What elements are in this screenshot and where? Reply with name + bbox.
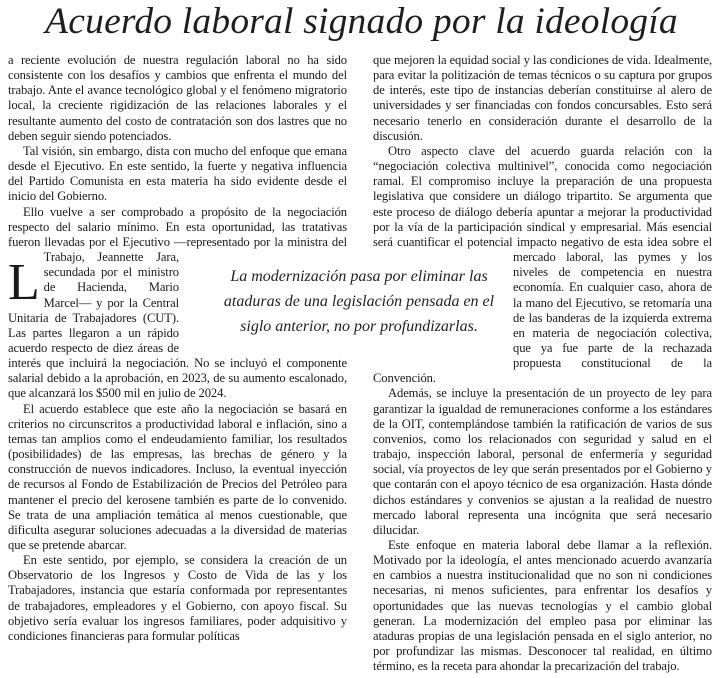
article-paragraph: Tal visión, sin embargo, dista con mucho del enfoque que emana desde el Ejecutivo. En este sentido, la fuerte y negativa influencia del Partido Comunista en esta materia ha sido evidente desde el inicio del Gobierno.	[8, 143, 347, 204]
article-paragraph: que mejoren la equidad social y las condiciones de vida. Idealmente, para evitar la politización de temas técnicos o su captura por grupos de interés, este tipo de instancias deberían constituirse al alero de universidades y ser financiadas con fondos concursables. Esto será necesario tenerlo en consideración durante el desarrollo de la discusión.	[373, 53, 712, 143]
pull-quote: La modernización pasa por eliminar las ataduras de una legislación pensada en el siglo anterior, no por profundizarlas.	[208, 262, 510, 341]
article-column-left	[8, 53, 347, 644]
article-paragraph: Además, se incluye la presentación de un proyecto de ley para garantizar la igualdad de remuneraciones conforme a los estándares de la OIT, contemplándose también la ratificación de varios de sus convenios, como los relacionados con seguridad y salud en el trabajo, inspección laboral, personal de enfermería y seguridad social, vía proyectos de ley que serán presentados por el Gobierno y que contarán con el apoyo técnico de esa organización. Hasta dónde dichos estándares y convenios se ajustan a la realidad de nuestro mercado laboral representa una incógnita que será necesario dilucidar.	[373, 386, 712, 537]
article-column-right	[373, 53, 712, 674]
article-paragraph: Este enfoque en materia laboral debe llamar a la reflexión. Motivado por la ideología, el antes mencionado acuerdo avanzaría en cambios a nuestra institucionalidad que no son ni condiciones necesarias, ni menos suficientes, para enfrentar los desafíos y oportunidades que las nuevas tecnologías y el cambio global generan. La modernización del empleo pasa por eliminar las ataduras propias de una legislación pensada en el siglo anterior, no por profundizar las mismas. Desconocer tal realidad, en último término, es la receta para ahondar la precarización del trabajo.	[373, 538, 712, 674]
article-title: Acuerdo laboral signado por la ideología	[45, 1, 678, 42]
article-paragraph: Ello vuelve a ser comprobado a propósito de la negociación respecto del salario mínimo. En esta oportunidad, las tratativas fueron llevadas por el Ejecutivo —representado por la ministra del Trabajo, Jeannette Jara, secundada por el ministro de Hacienda, Mario Marcel— y por la Central Unitaria de Trabajadores (CUT). Las partes llegaron a un rápido acuerdo respecto de diez áreas de interés que incluirá la negociación. No se incluyó el componente salarial debido a la aprobación, en 2023, de su aumento escalonado, que alcanzará los $500 mil en julio de 2024.	[8, 204, 347, 401]
drop-cap: L	[8, 254, 40, 311]
article-paragraph: Otro aspecto clave del acuerdo guarda relación con la “negociación colectiva multinivel”, conocida como negociación ramal. El compromiso incluye la preparación de una propuesta legislativa que considere un diálogo tripartito. Se argumenta que este proceso de diálogo debería apuntar a mejorar la productividad por la vía de la participación sindical y empresarial. Más esencial será cuantificar el potencial impacto negativo de esta idea sobre el mercado laboral, las pymes y los niveles de competencia en nuestra economía. En cualquier caso, ahora de la mano del Ejecutivo, se retomaría una de las banderas de la izquierda extrema en materia de negociación colectiva, que ya fue parte de la rechazada propuesta constitucional de la Convención.	[373, 143, 712, 386]
article-paragraph: L a reciente evolución de nuestra regulación laboral no ha sido consistente con los desafíos y cambios que enfrenta el mundo del trabajo. Ante el avance tecnológico global y el fenómeno migratorio local, la creciente rigidización de las relaciones laborales y el resultante aumento del costo de contratación son dos lastres que no deben seguir siendo potenciados.	[8, 53, 347, 311]
article-paragraph: El acuerdo establece que este año la negociación se basará en criterios no circunscritos a productividad laboral e inflación, sino a temas tan amplios como el endeudamiento familiar, los resultados (posibilidades) de las empresas, las brechas de género y la construcción de nuevos indicadores. Incluso, la eventual inyección de recursos al Fondo de Estabilización de Precios del Petróleo para mantener el precio del kerosene también es parte de lo convenido. Se trata de una ampliación temática al menos cuestionable, que dificulta asegurar soluciones adecuadas a la diversidad de materias que se pretende abarcar.	[8, 401, 347, 552]
article-paragraph: En este sentido, por ejemplo, se considera la creación de un Observatorio de los Ingresos y Costo de Vida de las y los Trabajadores, instancia que estaría conformada por representantes de trabajadores, empleadores y el Gobierno, con apoyo fiscal. Su objetivo sería evaluar los ingresos familiares, poder adquisitivo y condiciones financieras para formular políticas	[8, 553, 347, 643]
